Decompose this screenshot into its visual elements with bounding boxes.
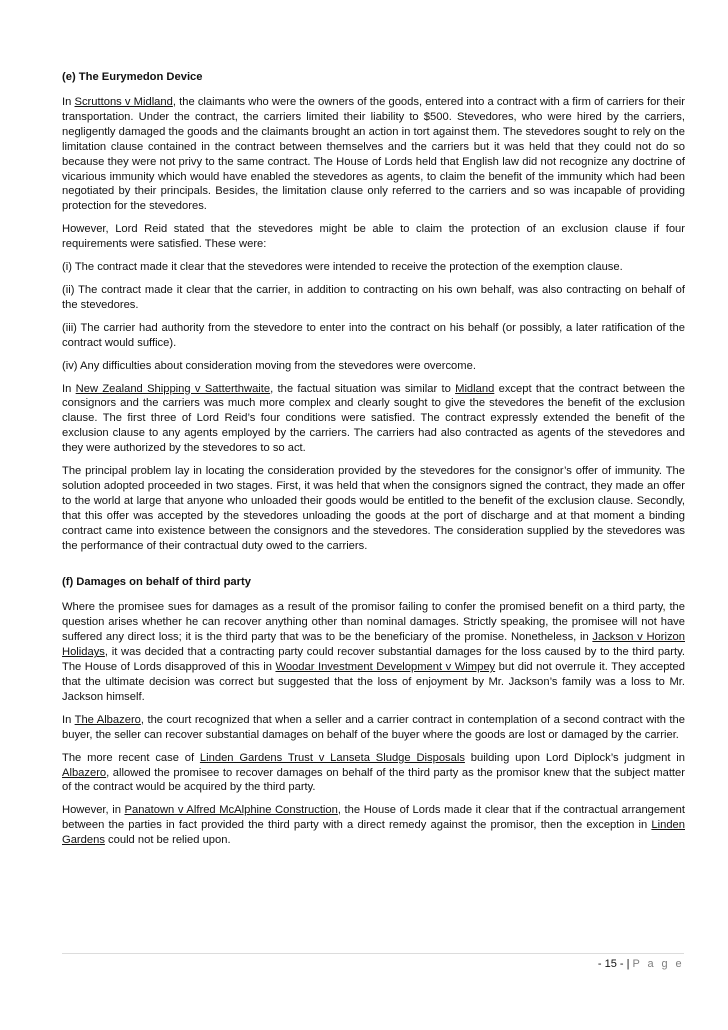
case-name: Woodar Investment Development v Wimpey xyxy=(275,661,496,674)
condition-item: (iv) Any difficulties about consideration moving from the stevedores were overcome. xyxy=(62,359,476,372)
case-name: Scruttons v Midland xyxy=(74,96,173,108)
case-name: Jackson v Horizon Holidays xyxy=(62,631,685,659)
section-heading-damages: (f) Damages on behalf of third party xyxy=(62,576,251,589)
paragraph: The principal problem lay in locating the consideration provided by the stevedores for the consignor’s offer of immunity. The solution adopted proceeded in two stages. First, it was held that when the consignors signed the contract, they made an offer to the world at large that anyone who unloaded their goods would be entitled to the benefit of the exclusion clause. Secondly, that this offer was accepted by the stevedores unloading the goods at the port of discharge and at that moment a binding contract came into existence between the consignors and the stevedores. The consideration supplied by the stevedores was the performance of their contractual duty owed to the carriers. xyxy=(62,465,685,552)
case-name: Linden Gardens Trust v Lanseta Sludge Disposals xyxy=(199,751,465,764)
case-name: Albazero xyxy=(62,766,107,779)
page-number: - 15 - xyxy=(597,958,624,970)
case-name: The Albazero xyxy=(74,713,141,726)
section-spacer xyxy=(62,561,685,575)
paragraph: The more recent case of Linden Gardens Trust v Lanseta Sludge Disposals building upon Lord Diplock’s judgment in Albazero, allowed the promisee to recover damages on behalf of the third party as the promisor knew that the subject matter of the contract would be acquired by the third party. xyxy=(62,751,685,794)
paragraph: In The Albazero, the court recognized that when a seller and a carrier contract in contemplation of a second contract with the buyer, the seller can recover substantial damages on behalf of the buyer where the goods are lost or damaged by the carrier. xyxy=(62,713,685,741)
condition-item: (i) The contract made it clear that the stevedores were intended to receive the protection of the exemption clause. xyxy=(62,261,623,274)
paragraph: In New Zealand Shipping v Satterthwaite, the factual situation was similar to Midland except that the contract between the consignors and the carriers was much more complex and clearly sought to give the stevedores the benefit of the exclusion clause. The first three of Lord Reid’s four conditions were satisfied. The contract expressly extended the benefit of the exclusion clause to any agents employed by the carriers. The carriers had also contracted as agents of the stevedores and they were authorized by the stevedores to so act. xyxy=(62,382,685,455)
condition-item: (iii) The carrier had authority from the stevedore to enter into the contract on his behalf (or possibly, a later ratification of the contract would suffice). xyxy=(62,321,685,349)
page-footer xyxy=(598,958,684,970)
page-label: P a g e xyxy=(632,958,684,970)
case-name: Linden Gardens xyxy=(62,819,685,847)
footer-separator: | xyxy=(626,958,630,970)
page-content xyxy=(62,70,685,856)
case-name: Midland xyxy=(455,382,495,395)
case-name: New Zealand Shipping v Satterthwaite xyxy=(75,382,271,395)
case-name: Panatown v Alfred McAlphine Construction xyxy=(124,804,338,817)
paragraph: Where the promisee sues for damages as a result of the promisor failing to confer the promised benefit on a third party, the question arises whether he can recover anything other than nominal damages. Strictly speaking, the promisee will not have suffered any direct loss; it is the third party that was to be the beneficiary of the promise. Nonetheless, in Jackson v Horizon Holidays, it was decided that a contracting party could recover substantial damages for the loss caused by to the third party. The House of Lords disapproved of this in Woodar Investment Development v Wimpey but did not overrule it. They accepted that the ultimate decision was correct but suggested that the loss of enjoyment by Mr. Jackson’s family was a loss to Mr. Jackson himself. xyxy=(62,601,685,703)
paragraph: In Scruttons v Midland, the claimants who were the owners of the goods, entered into a contract with a firm of carriers for their transportation. Under the contract, the carriers limited their liability to $500. Stevedores, who were hired by the carriers, negligently damaged the goods and the claimants brought an action in tort against them. The stevedores sought to rely on the limitation clause contained in the contract between themselves and the carriers but it was held that they could not do so because they were not privy to the same contract. The House of Lords held that English law did not recognize any doctrine of vicarious immunity which would have enabled the stevedores as agents, to claim the benefit of the immunity which had been negotiated by their principals. Besides, the limitation clause only referred to the carriers and so was incapable of providing protection for the stevedores. xyxy=(62,96,685,213)
paragraph: However, in Panatown v Alfred McAlphine Construction, the House of Lords made it clear that if the contractual arrangement between the parties in fact provided the third party with a direct remedy against the promisor, then the exception in Linden Gardens could not be relied upon. xyxy=(62,804,685,847)
paragraph: However, Lord Reid stated that the stevedores might be able to claim the protection of an exclusion clause if four requirements were satisfied. These were: xyxy=(62,223,685,251)
condition-item: (ii) The contract made it clear that the carrier, in addition to contracting on his own behalf, was also contracting on behalf of the stevedores. xyxy=(62,283,685,311)
section-heading-eurymedon: (e) The Eurymedon Device xyxy=(62,71,203,83)
footer-divider xyxy=(62,953,684,954)
